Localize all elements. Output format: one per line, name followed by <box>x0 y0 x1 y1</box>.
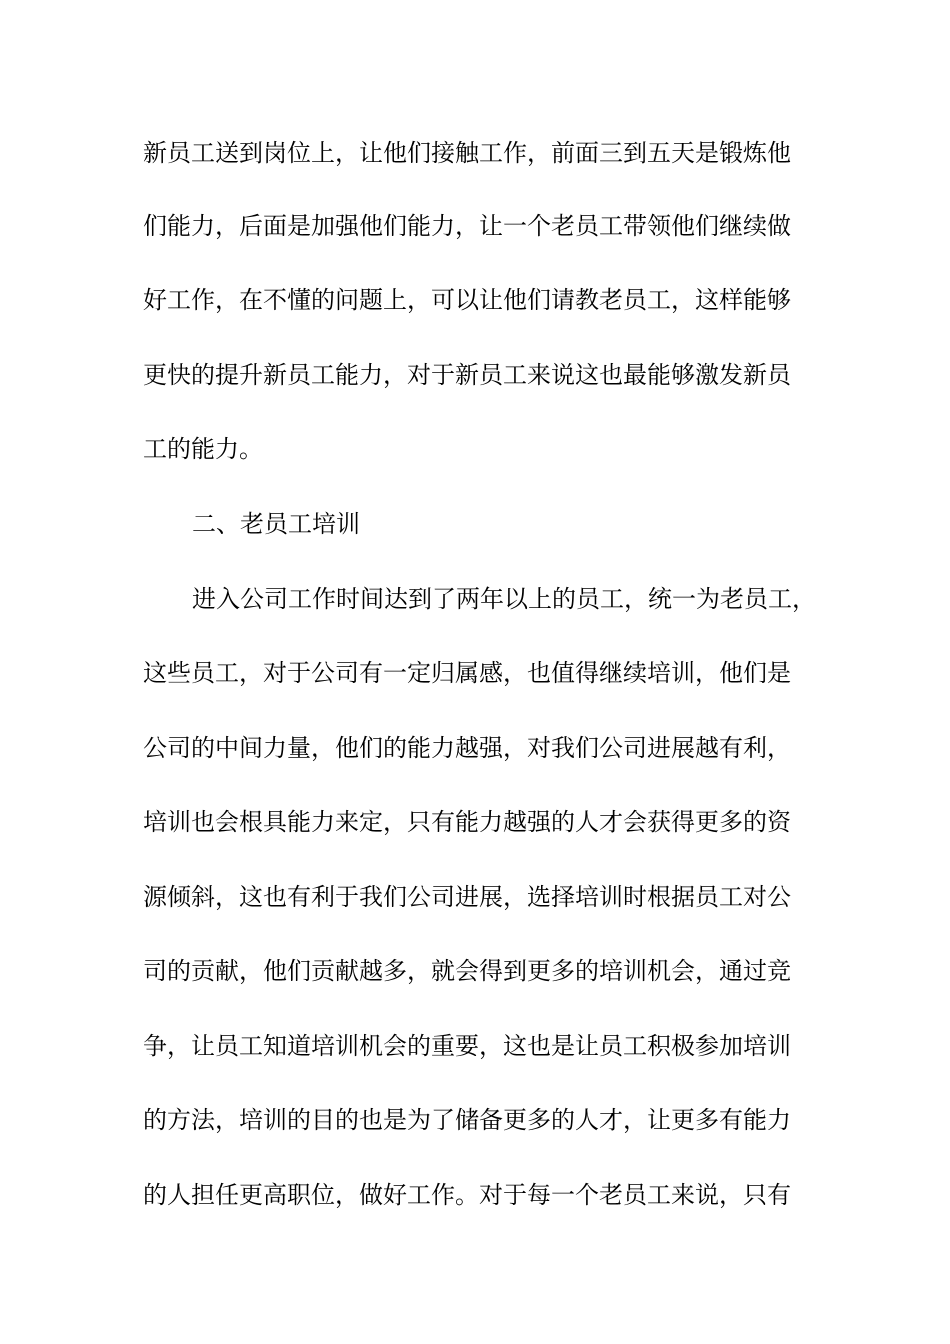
body-text-line: 争，让员工知道培训机会的重要，这也是让员工积极参加培训 <box>143 1032 791 1060</box>
body-text-line: 源倾斜，这也有利于我们公司进展，选择培训时根据员工对公 <box>143 883 791 911</box>
body-text-line: 这些员工，对于公司有一定归属感，也值得继续培训，他们是 <box>143 659 791 687</box>
body-text-line: 新员工送到岗位上，让他们接触工作，前面三到五天是锻炼他 <box>143 139 791 167</box>
body-text-line: 公司的中间力量，他们的能力越强，对我们公司进展越有利， <box>143 734 791 762</box>
body-text-line: 的方法，培训的目的也是为了储备更多的人才，让更多有能力 <box>143 1106 791 1134</box>
body-text-line: 工的能力。 <box>143 435 263 463</box>
body-text-line: 的人担任更高职位，做好工作。对于每一个老员工来说，只有 <box>143 1181 791 1209</box>
body-text-line: 更快的提升新员工能力，对于新员工来说这也最能够激发新员 <box>143 361 791 389</box>
body-text-line: 进入公司工作时间达到了两年以上的员工，统一为老员工， <box>192 585 816 613</box>
body-text-line: 好工作，在不懂的问题上，可以让他们请教老员工，这样能够 <box>143 286 791 314</box>
section-heading: 二、老员工培训 <box>192 510 360 538</box>
body-text-line: 司的贡献，他们贡献越多，就会得到更多的培训机会，通过竞 <box>143 957 791 985</box>
body-text-line: 培训也会根具能力来定，只有能力越强的人才会获得更多的资 <box>143 808 791 836</box>
body-text-line: 们能力，后面是加强他们能力，让一个老员工带领他们继续做 <box>143 212 791 240</box>
